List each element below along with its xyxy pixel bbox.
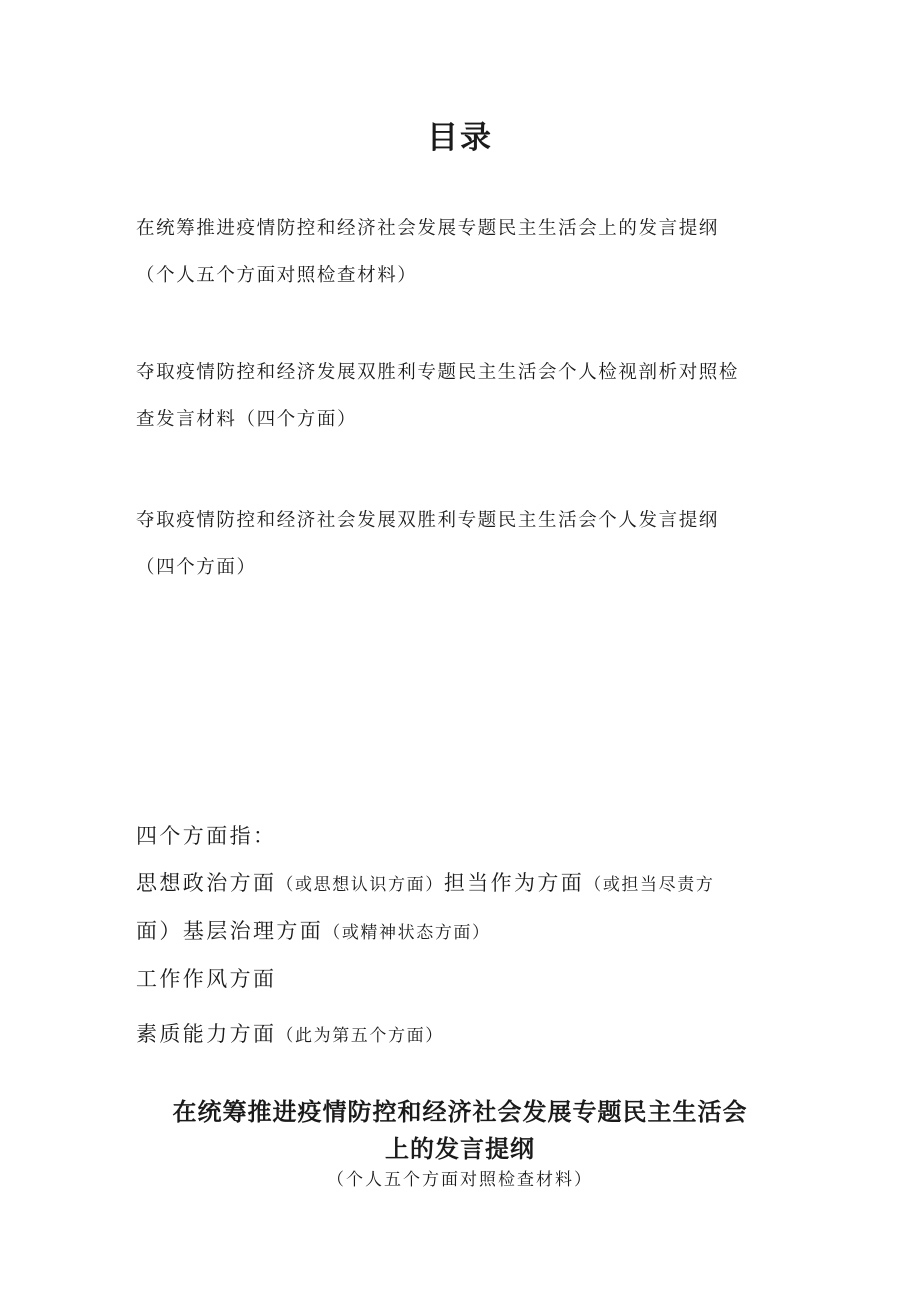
toc-entry-2-line2: 查发言材料（四个方面） [136, 409, 358, 430]
aspect-political: 思想政治方面 [136, 871, 277, 895]
aspects-line-4 [136, 1018, 444, 1048]
toc-entry-3-line1: 夺取疫情防控和经济社会发展双胜利专题民主生活会个人发言提纲 [136, 510, 719, 531]
aspect-governance: 基层治理方面 [182, 919, 324, 943]
aspect-responsibility-alt: （或担当尽责方 [584, 875, 715, 895]
toc-entry-1-line1: 在统筹推进疫情防控和经济社会发展专题民主生活会上的发言提纲 [136, 218, 719, 239]
aspect-responsibility: 担当作为方面 [443, 871, 585, 895]
toc-entry-1[interactable] [136, 205, 796, 299]
section-title-line2: 上的发言提纲 [385, 1135, 535, 1163]
section-title-line1: 在统筹推进疫情防控和经济社会发展专题民主生活会 [172, 1098, 748, 1126]
toc-entry-1-line2: （个人五个方面对照检查材料） [136, 265, 418, 286]
aspect-work-style: 工作作风方面 [136, 967, 277, 991]
toc-entry-3-line2: （四个方面） [136, 557, 257, 578]
section-subtitle: （个人五个方面对照检查材料） [327, 1170, 593, 1190]
aspects-line-1 [136, 867, 714, 897]
aspect-competence: 素质能力方面 [136, 1022, 277, 1046]
aspects-heading: 四个方面指： [136, 824, 277, 848]
toc-title: 目录 [427, 120, 493, 156]
aspect-responsibility-alt-end: 面） [136, 919, 183, 943]
aspects-line-2 [136, 915, 491, 945]
toc-entry-2-line1: 夺取疫情防控和经济发展双胜利专题民主生活会个人检视剖析对照检 [136, 362, 740, 383]
aspect-political-alt: （或思想认识方面） [276, 875, 444, 895]
toc-entry-3[interactable] [136, 497, 796, 591]
toc-entry-2[interactable] [136, 349, 796, 443]
aspect-competence-note: （此为第五个方面） [276, 1026, 444, 1046]
aspect-governance-alt: （或精神状态方面） [323, 923, 491, 943]
